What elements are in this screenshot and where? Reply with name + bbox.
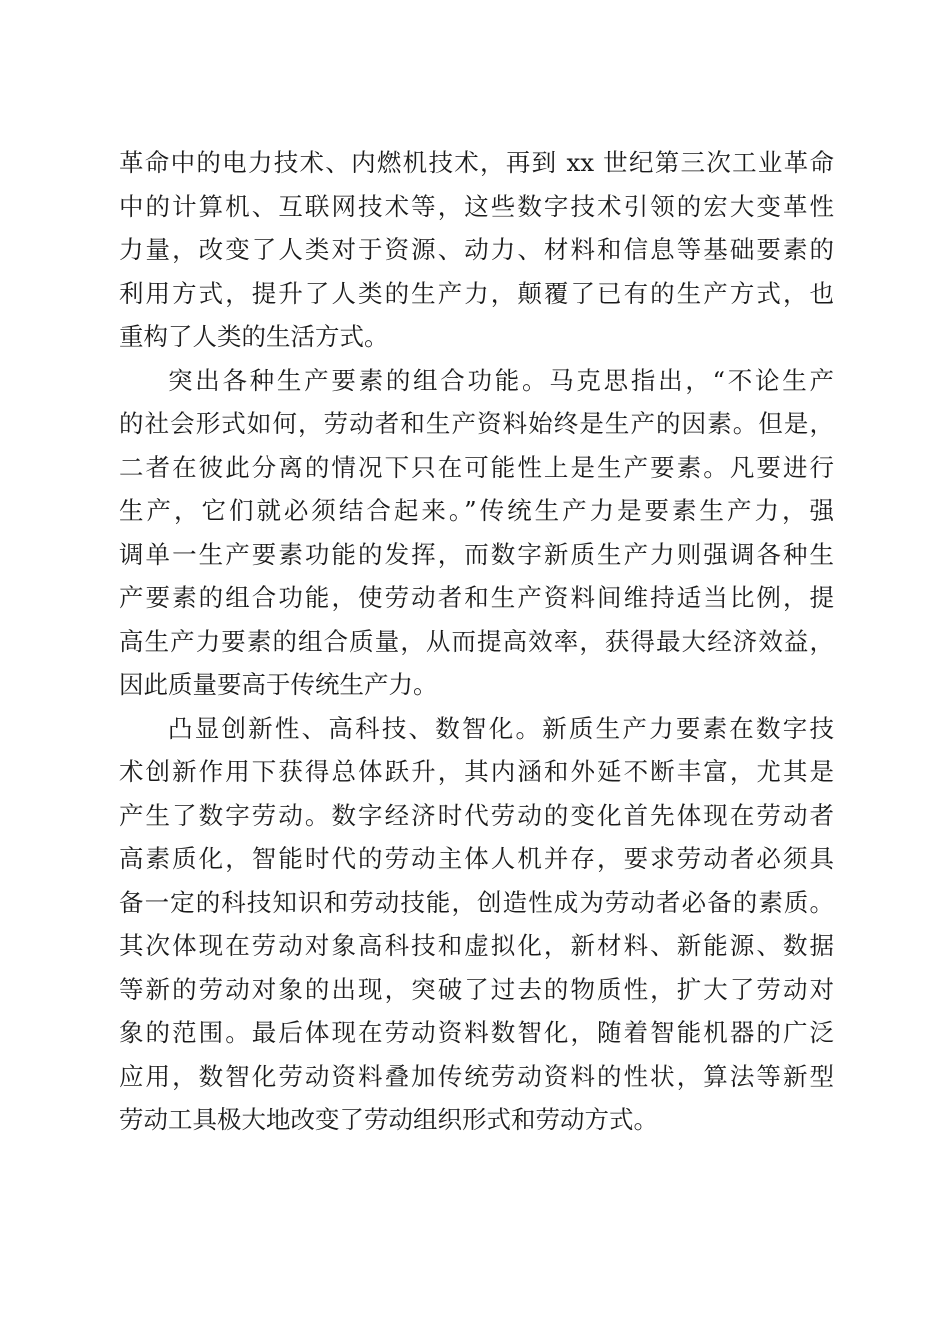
text-line: 象的范围。最后体现在劳动资料数智化，随着智能机器的广泛 — [119, 1018, 834, 1047]
text-line: 调单一生产要素功能的发挥，而数字新质生产力则强调各种生 — [119, 539, 834, 569]
text-line: 因此质量要高于传统生产力。 — [119, 670, 438, 699]
paragraph-2 — [119, 359, 834, 707]
paragraph-3 — [119, 707, 834, 1142]
text-line: 备一定的科技知识和劳动技能，创造性成为劳动者必备的素质。 — [119, 887, 834, 917]
text-line: 劳动工具极大地改变了劳动组织形式和劳动方式。 — [119, 1105, 658, 1134]
text-line: 突出各种生产要素的组合功能。马克思指出，“不论生产 — [168, 365, 834, 395]
text-line: 革命中的电力技术、内燃机技术，再到 xx 世纪第三次工业革命 — [119, 148, 834, 177]
text-line: 应用，数智化劳动资料叠加传统劳动资料的性状，算法等新型 — [119, 1061, 834, 1091]
text-line: 利用方式，提升了人类的生产力，颠覆了已有的生产方式，也 — [119, 278, 834, 308]
text-line: 其次体现在劳动对象高科技和虚拟化，新材料、新能源、数据 — [119, 931, 834, 960]
body-text — [119, 141, 834, 1142]
text-line: 术创新作用下获得总体跃升，其内涵和外延不断丰富，尤其是 — [119, 757, 834, 786]
text-line: 等新的劳动对象的出现，突破了过去的物质性，扩大了劳动对 — [119, 974, 834, 1004]
text-line: 生产，它们就必须结合起来。”传统生产力是要素生产力，强 — [119, 496, 834, 525]
text-line: 产要素的组合功能，使劳动者和生产资料间维持适当比例，提 — [119, 583, 834, 612]
text-line: 中的计算机、互联网技术等，这些数字技术引领的宏大变革性 — [119, 191, 834, 221]
text-line: 的社会形式如何，劳动者和生产资料始终是生产的因素。但是， — [119, 409, 834, 438]
text-line: 重构了人类的生活方式。 — [119, 322, 389, 351]
text-line: 力量，改变了人类对于资源、动力、材料和信息等基础要素的 — [119, 235, 834, 264]
paragraph-1 — [119, 141, 834, 359]
text-line: 凸显创新性、高科技、数智化。新质生产力要素在数字技 — [168, 713, 834, 743]
text-line: 高生产力要素的组合质量，从而提高效率，获得最大经济效益， — [119, 626, 834, 656]
text-line: 产生了数字劳动。数字经济时代劳动的变化首先体现在劳动者 — [119, 800, 834, 830]
text-line: 高素质化，智能时代的劳动主体人机并存，要求劳动者必须具 — [119, 844, 834, 873]
text-line: 二者在彼此分离的情况下只在可能性上是生产要素。凡要进行 — [119, 452, 834, 482]
